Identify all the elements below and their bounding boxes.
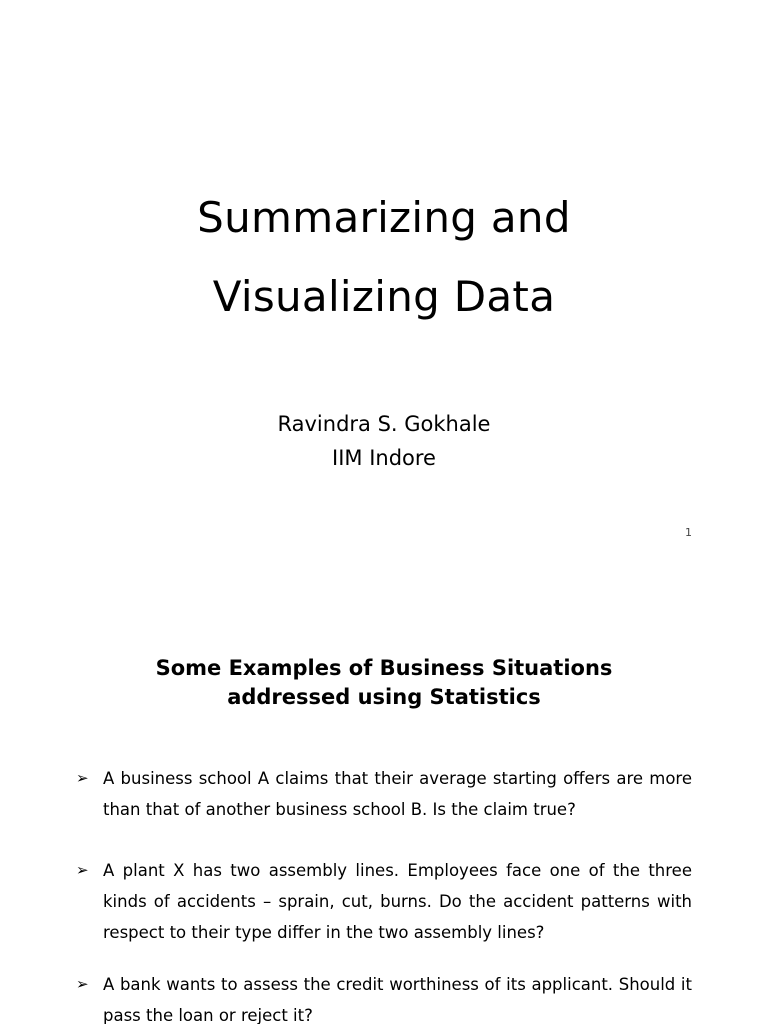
bullet-text: A bank wants to assess the credit worthiness of its applicant. Should it pass the loan or reject it?	[103, 975, 692, 1024]
bullet-text: A plant X has two assembly lines. Employees face one of the three kinds of accidents – sprain, cut, burns. Do the accident patterns with respect to their type differ in the two assembly lines?	[103, 861, 692, 942]
slide-heading-line-2: addressed using Statistics	[227, 685, 541, 709]
author-institution: IIM Indore	[332, 446, 436, 470]
author-name: Ravindra S. Gokhale	[277, 412, 491, 436]
page-number: 1	[685, 526, 692, 539]
bullet-text: A business school A claims that their average starting offers are more than that of another business school B. Is the claim true?	[103, 769, 692, 819]
examples-slide	[0, 560, 768, 1024]
arrowhead-bullet-icon: ➢	[76, 861, 89, 879]
slide-heading-line-1: Some Examples of Business Situations	[155, 656, 613, 680]
arrowhead-bullet-icon: ➢	[76, 975, 89, 993]
arrowhead-bullet-icon: ➢	[76, 769, 89, 787]
slide-title-line-2: Visualizing Data	[212, 272, 556, 321]
slide-heading	[0, 654, 768, 712]
slide-title-line-1: Summarizing and	[197, 193, 571, 242]
